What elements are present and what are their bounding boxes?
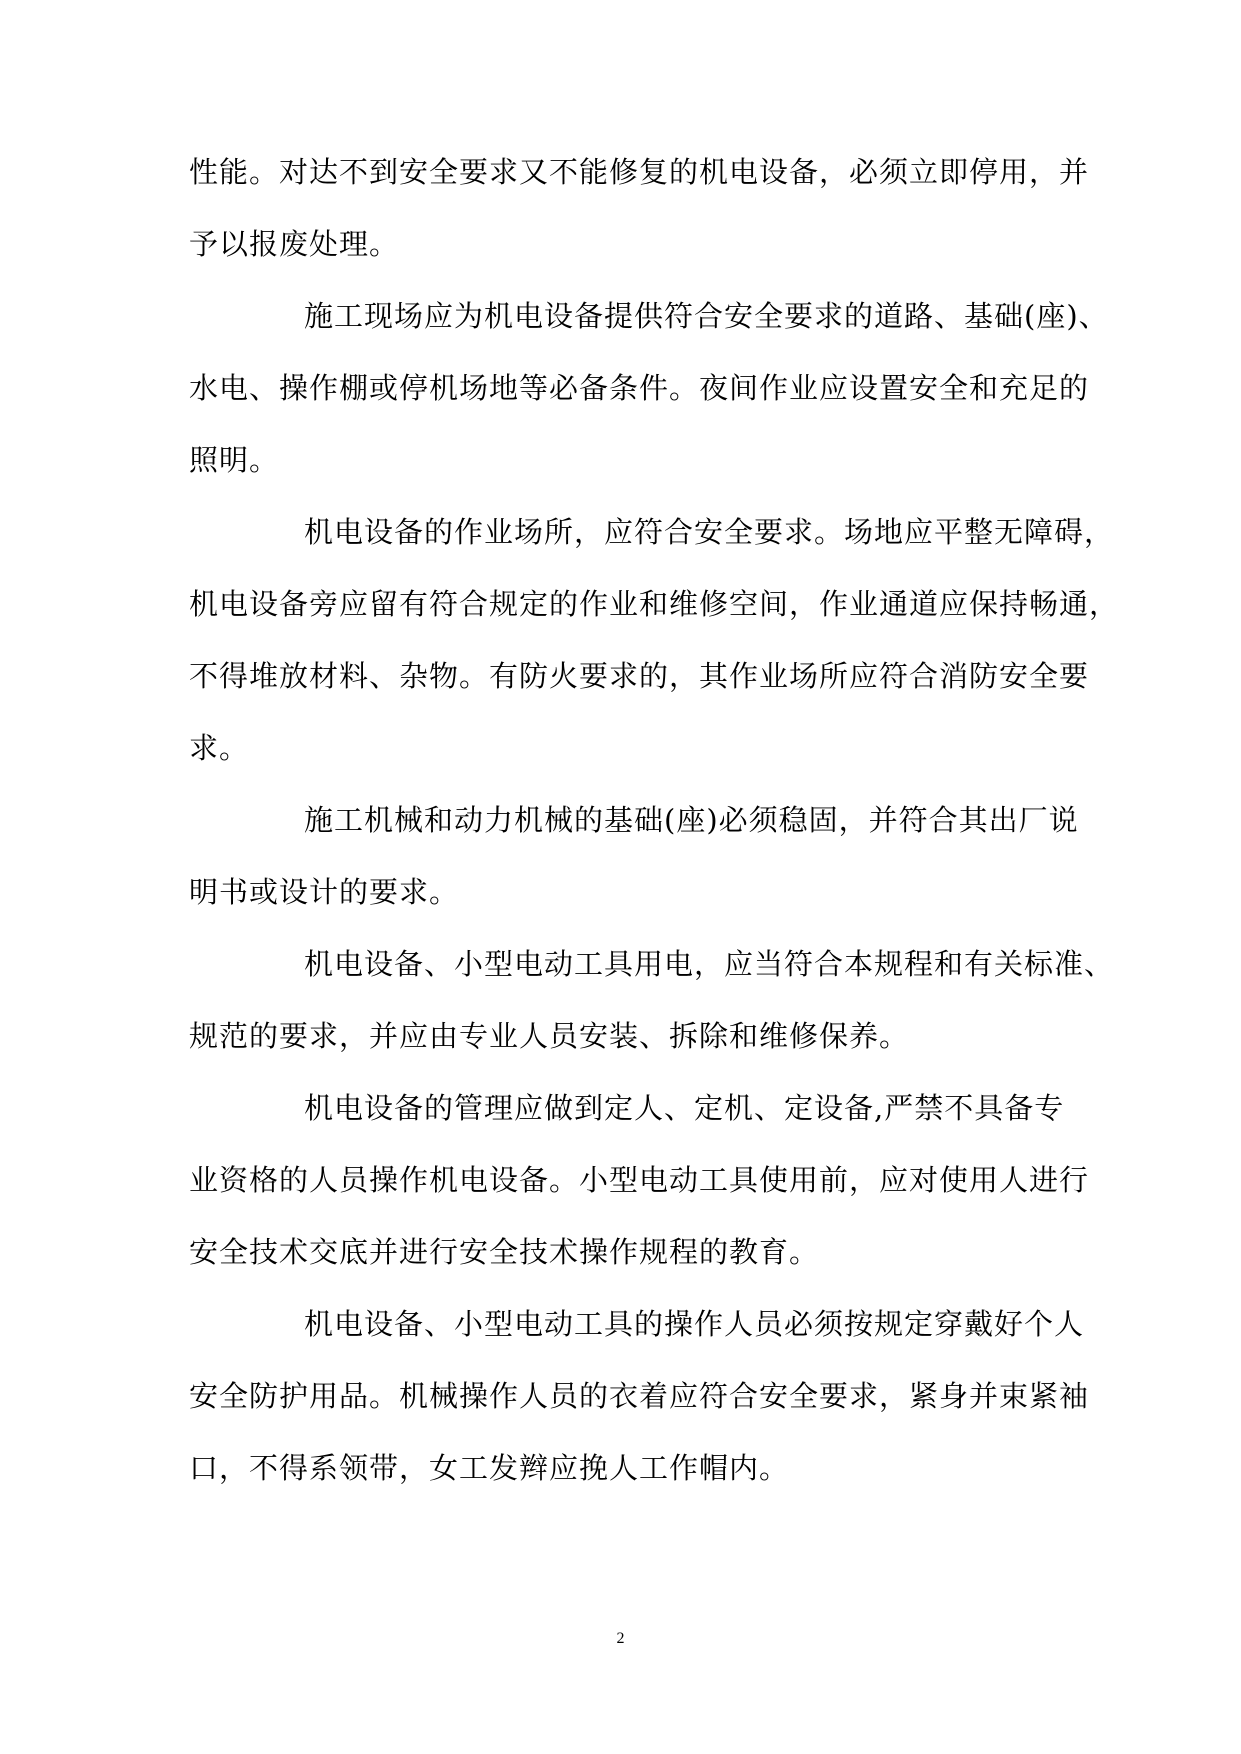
text-line: 性能。对达不到安全要求又不能修复的机电设备，必须立即停用，并 (189, 155, 1090, 189)
text-line: 不得堆放材料、杂物。有防火要求的，其作业场所应符合消防安全要 (189, 659, 1090, 693)
text-line: 照明。 (189, 443, 280, 477)
text-line: 机电设备的作业场所，应符合安全要求。场地应平整无障碍， (304, 515, 1115, 549)
text-line: 求。 (189, 731, 250, 765)
text-line: 业资格的人员操作机电设备。小型电动工具使用前，应对使用人进行 (189, 1163, 1090, 1197)
text-line: 予以报废处理。 (189, 227, 400, 261)
text-line: 口，不得系领带，女工发辫应挽人工作帽内。 (189, 1451, 790, 1485)
text-line: 机电设备、小型电动工具的操作人员必须按规定穿戴好个人 (304, 1307, 1085, 1341)
text-line: 明书或设计的要求。 (189, 875, 460, 909)
text-line: 施工机械和动力机械的基础(座)必须稳固，并符合其出厂说 (304, 803, 1079, 837)
text-line: 规范的要求，并应由专业人员安装、拆除和维修保养。 (189, 1019, 910, 1053)
text-line: 安全防护用品。机械操作人员的衣着应符合安全要求，紧身并束紧袖 (189, 1379, 1090, 1413)
text-line: 机电设备的管理应做到定人、定机、定设备,严禁不具备专 (304, 1091, 1065, 1125)
text-line: 施工现场应为机电设备提供符合安全要求的道路、基础(座)、 (304, 299, 1109, 333)
text-line: 安全技术交底并进行安全技术操作规程的教育。 (189, 1235, 820, 1269)
text-line: 水电、操作棚或停机场地等必备条件。夜间作业应设置安全和充足的 (189, 371, 1090, 405)
text-line: 机电设备旁应留有符合规定的作业和维修空间，作业通道应保持畅通， (189, 587, 1120, 621)
page-number: 2 (616, 1630, 625, 1647)
text-line: 机电设备、小型电动工具用电，应当符合本规程和有关标准、 (304, 947, 1115, 981)
